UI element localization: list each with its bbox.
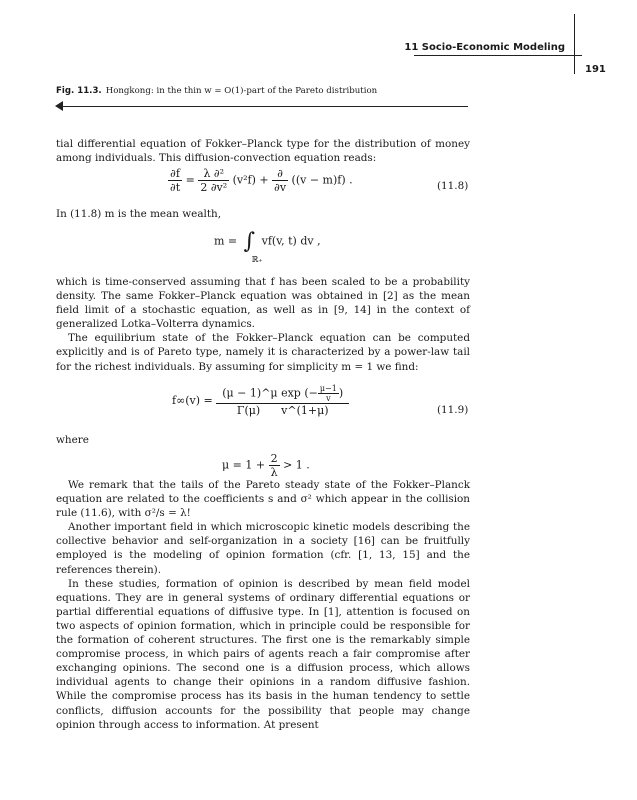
header-vertical-rule bbox=[574, 14, 575, 74]
paragraph-6: We remark that the tails of the Pareto steady state of the Fokker–Planck equation are related to the coefficients s and σ² which appear in the collision rule (11.6), with σ²/s = λ! Another important field in which microscopic kinetic models describing the collective behavior and self-organization in a society [16] can be fruitfully employed is the modeling of opinion formation (cfr. [1, 13, 15] and the references therein). In these studies, formation of opinion is described by mean field model equations. They are in general systems of ordinary differential equations or partial differential equations of diffusive type. In [1], attention is focused on two aspects of opinion formation, which in principle could be responsible for the formation of coherent structures. The first one is the remarkably simple compromise process, in which pairs of agents reach a fair compromise after exchanging opinions. The second one is a diffusion process, which allows individual agents to change their opinions in a random diffusive fashion. While the compromise process has its basis in the human tendency to settle conflicts, diffusion accounts for the possibility that people may change opinion through access to information. At present bbox=[56, 479, 470, 731]
equation-11-9: f∞(v) = (μ − 1)^μ exp (− $\frac{\mu-1}{v}$ ) Γ(μ) v^(1+μ) bbox=[172, 384, 349, 417]
figure-caption-text: Hongkong: in the thin w = O(1)-part of the Pareto distribution bbox=[105, 86, 378, 96]
figure-label: Fig. 11.3. bbox=[56, 86, 102, 96]
running-header: 11 Socio-Economic Modeling bbox=[404, 42, 565, 53]
header-horizontal-rule bbox=[414, 55, 582, 56]
equation-number-11-9: (11.9) bbox=[437, 404, 469, 416]
figure-caption bbox=[56, 86, 377, 96]
equation-11-8: $\frac{\partial f}{\partial t}$ = $\frac{\text{λ ∂²}}{\text{2 ∂v²}}$ (v²f) + $\frac{\partial}{\partial v}$ ((v − m)f) . bbox=[170, 167, 353, 194]
paragraph-3: which is time-conserved assuming that f has been scaled to be a probability density. The same Fokker–Planck equation was obtained in [2] as the mean field limit of a stochastic equation, as well as in [9, 14] in the context of generalized Lotka–Volterra dynamics. The equilibrium state of the Fokker–Planck equation can be computed explicitly and is of Pareto type, namely it is characterized by a power-law tail for the richest individuals. By assuming for simplicity m = 1 we find: bbox=[56, 276, 470, 373]
caption-rule bbox=[62, 106, 468, 107]
page-number: 191 bbox=[585, 64, 606, 75]
paragraph-5: where bbox=[56, 434, 89, 446]
paragraph-1: tial differential equation of Fokker–Planck type for the distribution of money among individuals. This diffusion-convection equation reads: bbox=[56, 138, 470, 165]
equation-number-11-8: (11.8) bbox=[437, 180, 469, 192]
equation-mu: μ = 1 + $\frac{2}{\lambda}$ > 1 . bbox=[222, 452, 310, 479]
equation-mean-wealth: m = ∫ ℝ₊ vf(v, t) dv , bbox=[214, 229, 321, 264]
paragraph-2: In (11.8) m is the mean wealth, bbox=[56, 208, 222, 220]
